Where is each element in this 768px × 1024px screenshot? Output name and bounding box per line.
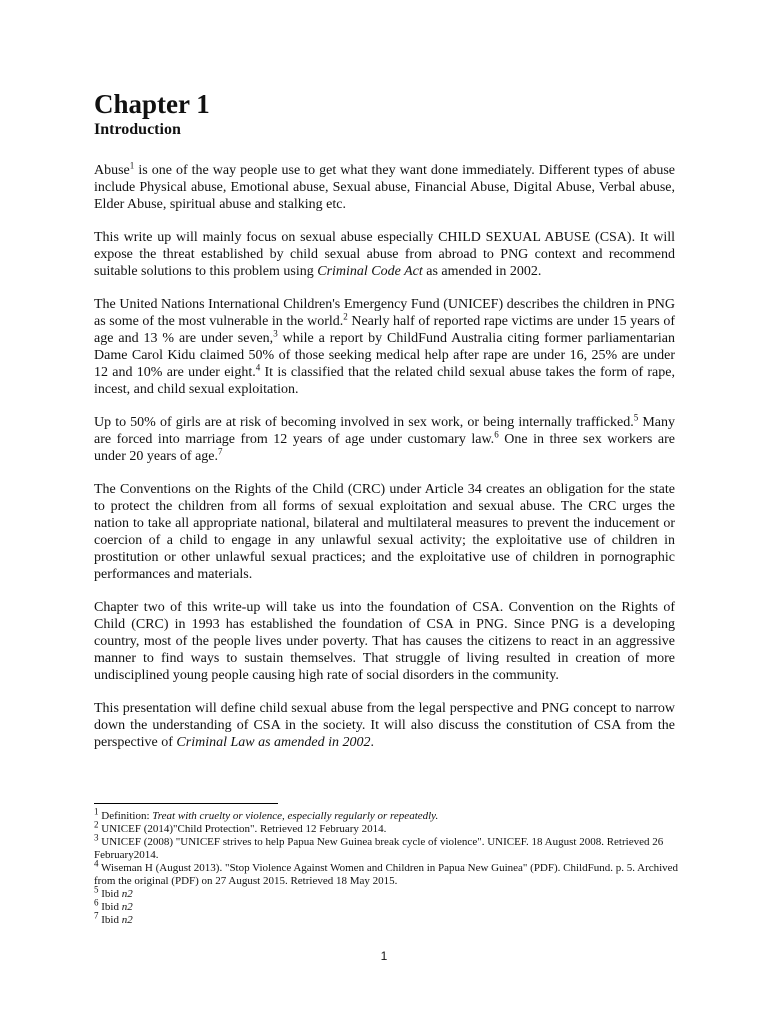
chapter-subtitle: Introduction [94, 121, 181, 138]
footnote-1: $^1$ Definition: Treat with cruelty or violence, especially regularly or repeatedly. [94, 806, 439, 822]
paragraph-7: This presentation will define child sexual abuse from the legal perspective and PNG concept to narrow down the understanding of CSA in the society. It will also discuss the constitution of CSA from the perspective of Criminal Law as amended in 2002. [94, 701, 675, 750]
footnote-ref-6: 6 [494, 429, 499, 440]
footnote-ref-4: 4 [255, 362, 261, 373]
paragraph-5: The Conventions on the Rights of the Child (CRC) under Article 34 creates an obligation for the state to protect the children from all forms of sexual exploitation and sexual abuse. The CRC urges the nation to take all appropriate national, bilateral and multilateral measures to prevent the inducement or coercion of a child to engage in any unlawful sexual activity; the exploitative use of children in prostitution or other unlawful sexual practices; and the exploitative use of children in pornographic performances and materials. [94, 482, 675, 582]
paragraph-4: Up to 50% of girls are at risk of becoming involved in sex work, or being internally trafficked.$^5$ Many are forced into marriage from 12 years of age under customary law.$^6$ One in three sex workers are under 20 years of age.$^7$ [94, 412, 675, 464]
paragraph-1: Abuse$^1$ is one of the way people use to get what they want done immediately. Different types of abuse include Physical abuse, Emotional abuse, Sexual abuse, Financial Abuse, Digital Abuse, Verbal abuse, Elder Abuse, spiritual abuse and stalking etc. [94, 160, 675, 212]
paragraph-2: This write up will mainly focus on sexual abuse especially CHILD SEXUAL ABUSE (CSA). It will expose the threat established by child sexual abuse from abroad to PNG context and recommend suitable solutions to this problem using Criminal Code Act as amended in 2002. [94, 230, 675, 279]
main-content [94, 88, 675, 767]
footnote-6: $^6$ Ibid n2 [94, 897, 133, 913]
chapter-title: Chapter 1 [94, 89, 210, 119]
footnote-2: $^2$ UNICEF (2014)"Child Protection". Retrieved 12 February 2014. [94, 819, 387, 835]
footnotes [94, 806, 694, 927]
footnote-ref-5: 5 [633, 412, 639, 423]
paragraph-6: Chapter two of this write-up will take us into the foundation of CSA. Convention on the Rights of Child (CRC) in 1993 has established the foundation of CSA in PNG. Since PNG is a developing country, most of the people lives under poverty. That has causes the citizens to react in an aggressive manner to find ways to sustain themselves. That struggle of living resulted in creation of more undisciplined young people causing high rate of social disorders in the community. [94, 600, 675, 683]
footnote-divider [94, 803, 278, 804]
footnote-7: $^7$ Ibid n2 [94, 910, 133, 926]
footnote-ref-2: 2 [343, 311, 348, 322]
footnote-ref-7: 7 [218, 446, 223, 457]
footnote-ref-1: 1 [129, 160, 135, 171]
footnote-ref-3: 3 [273, 328, 278, 339]
paragraph-3: The United Nations International Children's Emergency Fund (UNICEF) describes the children in PNG as some of the most vulnerable in the world.$^2$ Nearly half of reported rape victims are under 15 years of age and 13 % are under seven,$^3$ while a report by ChildFund Australia citing former parliamentarian Dame Carol Kidu claimed 50% of those seeking medical help after rape are under 16, 25% are under 12 and 10% are under eight.$^4$ It is classified that the related child sexual abuse takes the form of rape, incest, and child sexual exploitation. [94, 297, 675, 397]
footnote-4: $^4$ Wiseman H (August 2013). "Stop Violence Against Women and Children in Papua New Guinea" (PDF). ChildFund. p. 5. Archived from the original (PDF) on 27 August 2015. Retrieved 18 May 2015. [94, 858, 679, 887]
footnote-3: $^3$ UNICEF (2008) "UNICEF strives to help Papua New Guinea break cycle of violence". UNICEF. 18 August 2008. Retrieved 26 February2014. [94, 832, 664, 861]
page-number: 1 [380, 949, 388, 963]
footnote-5: $^5$ Ibid n2 [94, 884, 133, 900]
